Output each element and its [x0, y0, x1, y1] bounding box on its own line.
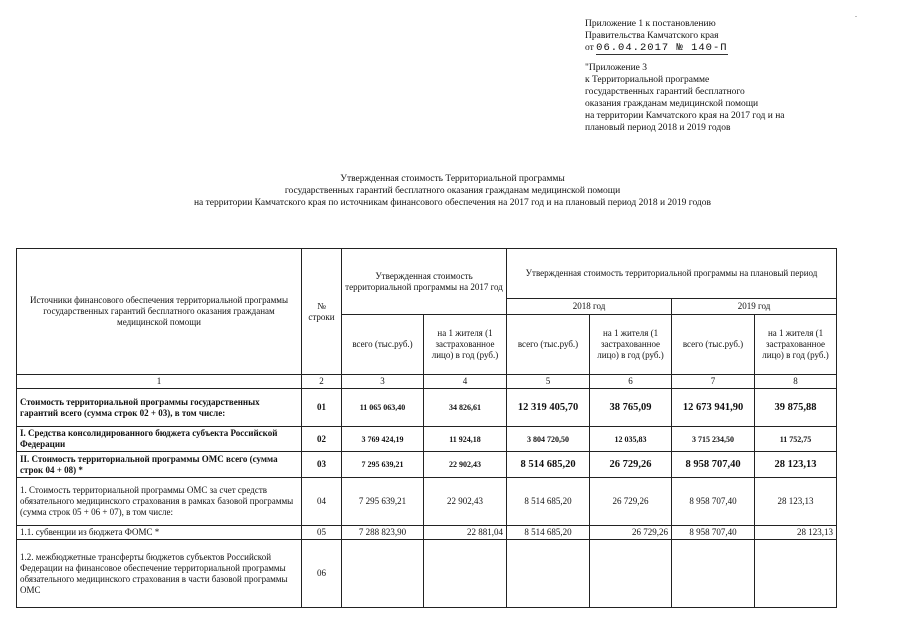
cell-value: 7 295 639,21 [342, 478, 424, 526]
header-2019: 2019 год [672, 299, 837, 315]
row-label: 1.1. субвенции из бюджета ФОМС * [17, 526, 302, 540]
header-line: "Приложение 3 [585, 63, 647, 73]
cell-value: 8 958 707,40 [672, 478, 755, 526]
column-number: 1 [17, 375, 302, 389]
cell-value: 11 924,18 [424, 427, 507, 452]
cell-value: 26 729,26 [590, 478, 672, 526]
document-title [0, 173, 905, 209]
header-per-capita: на 1 жителя (1 застрахованное лицо) в год (руб.) [424, 315, 507, 375]
cell-value: 8 514 685,20 [507, 526, 590, 540]
table-row [17, 452, 837, 478]
row-number: 02 [302, 427, 342, 452]
header-date-line [585, 42, 885, 54]
cell-value [672, 540, 755, 608]
row-label: II. Стоимость территориальной программы ОМС всего (сумма строк 04 + 08) * [17, 452, 302, 478]
cell-value [590, 540, 672, 608]
cell-value [755, 540, 837, 608]
row-number: 05 [302, 526, 342, 540]
header-source: Источники финансового обеспечения территориальной программы государственных гарантий бесплатного оказания гражданам медицинской помощи [17, 249, 302, 375]
table-row [17, 427, 837, 452]
column-number: 4 [424, 375, 507, 389]
cost-table [16, 248, 837, 608]
appendix-header [585, 18, 885, 134]
cell-value: 11 752,75 [755, 427, 837, 452]
header-line: на территории Камчатского края на 2017 год и на [585, 111, 785, 121]
cell-value: 3 804 720,50 [507, 427, 590, 452]
header-date-prefix: от [585, 43, 594, 53]
header-2017: Утвержденная стоимость территориальной программы на 2017 год [342, 249, 507, 315]
header-per-capita: на 1 жителя (1 застрахованное лицо) в год (руб.) [590, 315, 672, 375]
cell-value: 12 673 941,90 [672, 389, 755, 427]
cell-value: 8 514 685,20 [507, 478, 590, 526]
header-line: оказания гражданам медицинской помощи [585, 99, 759, 109]
handwritten-date-number: 06.04.2017 № 140-П [596, 42, 728, 54]
cell-value: 3 715 234,50 [672, 427, 755, 452]
cell-value: 7 295 639,21 [342, 452, 424, 478]
cell-value: 26 729,26 [590, 452, 672, 478]
cell-value: 11 065 063,40 [342, 389, 424, 427]
title-line: государственных гарантий бесплатного оказания гражданам медицинской помощи [284, 186, 621, 196]
cell-value: 22 902,43 [424, 452, 507, 478]
header-line: Правительства Камчатского края [585, 31, 719, 41]
header-per-capita: на 1 жителя (1 застрахованное лицо) в год (руб.) [755, 315, 837, 375]
row-number: 06 [302, 540, 342, 608]
title-line: Утвержденная стоимость Территориальной программы [340, 174, 565, 184]
cell-value: 12 035,83 [590, 427, 672, 452]
cell-value [342, 540, 424, 608]
column-number: 6 [590, 375, 672, 389]
table-row [17, 540, 837, 608]
column-number: 5 [507, 375, 590, 389]
table-row [17, 526, 837, 540]
cell-value: 34 826,61 [424, 389, 507, 427]
header-line: государственных гарантий бесплатного [585, 87, 745, 97]
header-planned-period: Утвержденная стоимость территориальной программы на плановый период [507, 249, 837, 299]
cell-value: 28 123,13 [755, 526, 837, 540]
header-row-number: № строки [302, 249, 342, 375]
cell-value: 28 123,13 [755, 452, 837, 478]
column-number: 3 [342, 375, 424, 389]
row-label: 1.2. межбюджетные трансферты бюджетов субъектов Российской Федерации на финансовое обеспечение территориальной программы обязательного медицинского страхования в части базовой программы ОМС [17, 540, 302, 608]
cell-value: 8 514 685,20 [507, 452, 590, 478]
header-line: Приложение 1 к постановлению [585, 19, 716, 29]
cell-value: 8 958 707,40 [672, 526, 755, 540]
row-number: 01 [302, 389, 342, 427]
scan-mark: . [855, 10, 857, 19]
header-total: всего (тыс.руб.) [507, 315, 590, 375]
cell-value [424, 540, 507, 608]
cell-value: 8 958 707,40 [672, 452, 755, 478]
cell-value: 12 319 405,70 [507, 389, 590, 427]
header-total: всего (тыс.руб.) [342, 315, 424, 375]
cell-value: 38 765,09 [590, 389, 672, 427]
header-total: всего (тыс.руб.) [672, 315, 755, 375]
cell-value: 28 123,13 [755, 478, 837, 526]
table-row [17, 478, 837, 526]
column-number: 8 [755, 375, 837, 389]
title-line: на территории Камчатского края по источникам финансового обеспечения на 2017 год и на плановый период 2018 и 2019 годов [193, 198, 712, 208]
cell-value: 39 875,88 [755, 389, 837, 427]
cell-value: 22 902,43 [424, 478, 507, 526]
cell-value: 26 729,26 [590, 526, 672, 540]
cell-value: 22 881,04 [424, 526, 507, 540]
row-number: 04 [302, 478, 342, 526]
cell-value: 3 769 424,19 [342, 427, 424, 452]
column-number: 7 [672, 375, 755, 389]
row-label: Стоимость территориальной программы государственных гарантий всего (сумма строк 02 + 03), в том числе: [17, 389, 302, 427]
header-line: к Территориальной программе [585, 75, 710, 85]
cell-value: 7 288 823,90 [342, 526, 424, 540]
column-number: 2 [302, 375, 342, 389]
column-number-row [17, 375, 837, 389]
header-row [17, 249, 837, 299]
header-2018: 2018 год [507, 299, 672, 315]
cell-value [507, 540, 590, 608]
row-number: 03 [302, 452, 342, 478]
table-row [17, 389, 837, 427]
row-label: I. Средства консолидированного бюджета субъекта Российской Федерации [17, 427, 302, 452]
header-line: плановый период 2018 и 2019 годов [585, 123, 731, 133]
row-label: 1. Стоимость территориальной программы ОМС за счет средств обязательного медицинского страхования в рамках базовой программы (сумма строк 05 + 06 + 07), в том числе: [17, 478, 302, 526]
